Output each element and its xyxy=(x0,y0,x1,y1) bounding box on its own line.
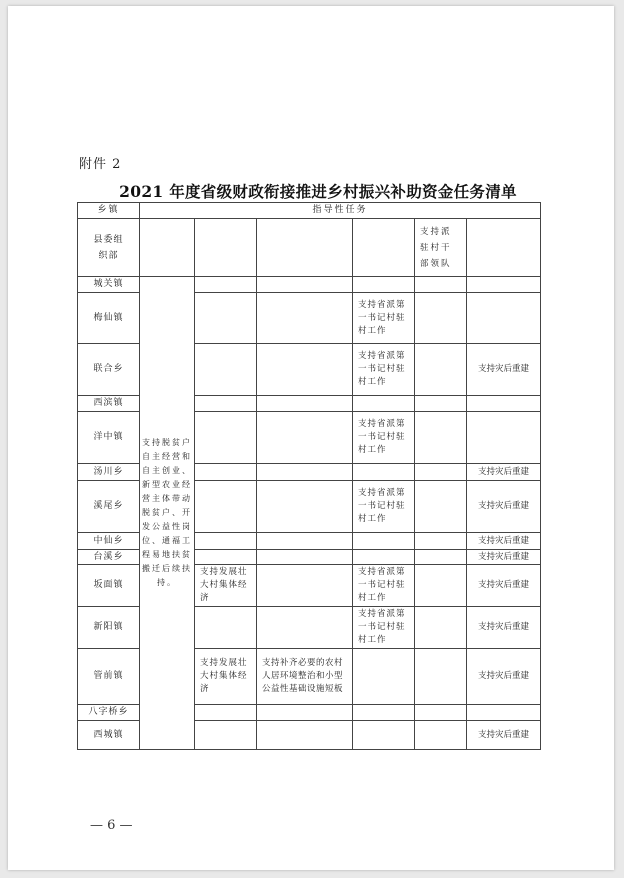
task-cell: 支持省派第一书记村驻村工作 xyxy=(353,481,415,533)
town-cell: 台溪乡 xyxy=(78,550,140,565)
task-cell: 支持灾后重建 xyxy=(467,344,541,396)
task-cell: 支持补齐必要的农村人居环境整治和小型公益性基础设施短板 xyxy=(257,649,353,705)
town-cell: 梅仙镇 xyxy=(78,293,140,344)
task-cell: 支持省派第一书记村驻村工作 xyxy=(353,565,415,607)
merged-task-cell: 支持脱贫户自主经营和自主创业、新型农业经营主体带动脱贫户、开发公益性岗位、通福工程易地扶贫搬迁后续扶持。 xyxy=(140,277,195,750)
town-cell: 新阳镇 xyxy=(78,607,140,649)
town-cell: 洋中镇 xyxy=(78,412,140,464)
org-row xyxy=(78,219,541,277)
town-cell: 八字桥乡 xyxy=(78,705,140,721)
town-cell: 西滨镇 xyxy=(78,396,140,412)
town-cell: 坂面镇 xyxy=(78,565,140,607)
task-cell: 支持灾后重建 xyxy=(467,721,541,750)
town-cell: 西城镇 xyxy=(78,721,140,750)
header-town: 乡镇 xyxy=(78,203,140,219)
task-cell: 支持省派第一书记村驻村工作 xyxy=(353,412,415,464)
task-cell: 支持省派第一书记村驻村工作 xyxy=(353,293,415,344)
town-cell: 汤川乡 xyxy=(78,464,140,481)
task-cell: 支持灾后重建 xyxy=(467,649,541,705)
town-cell: 联合乡 xyxy=(78,344,140,396)
header-row xyxy=(78,203,541,219)
task-cell: 支持灾后重建 xyxy=(467,533,541,550)
task-list-table xyxy=(77,202,541,750)
header-tasks: 指导性任务 xyxy=(140,203,541,219)
task-cell: 支持省派第一书记村驻村工作 xyxy=(353,344,415,396)
task-cell: 支持灾后重建 xyxy=(467,550,541,565)
org-row-task: 支持派驻村干部领队 xyxy=(415,219,467,277)
task-cell: 支持灾后重建 xyxy=(467,481,541,533)
document-page xyxy=(8,6,614,870)
task-cell: 支持灾后重建 xyxy=(467,565,541,607)
town-cell: 城关镇 xyxy=(78,277,140,293)
task-cell: 支持发展壮大村集体经济 xyxy=(195,649,257,705)
task-cell: 支持省派第一书记村驻村工作 xyxy=(353,607,415,649)
task-cell: 支持发展壮大村集体经济 xyxy=(195,565,257,607)
task-cell: 支持灾后重建 xyxy=(467,464,541,481)
table-row xyxy=(78,277,541,293)
document-title: 2021 年度省级财政衔接推进乡村振兴补助资金任务清单 xyxy=(119,182,517,201)
org-row-label: 县委组织部 xyxy=(78,219,140,277)
page-number: — 6 — xyxy=(90,818,133,833)
town-cell: 管前镇 xyxy=(78,649,140,705)
attachment-label: 附件 2 xyxy=(79,157,122,172)
town-cell: 中仙乡 xyxy=(78,533,140,550)
town-cell: 溪尾乡 xyxy=(78,481,140,533)
task-cell: 支持灾后重建 xyxy=(467,607,541,649)
